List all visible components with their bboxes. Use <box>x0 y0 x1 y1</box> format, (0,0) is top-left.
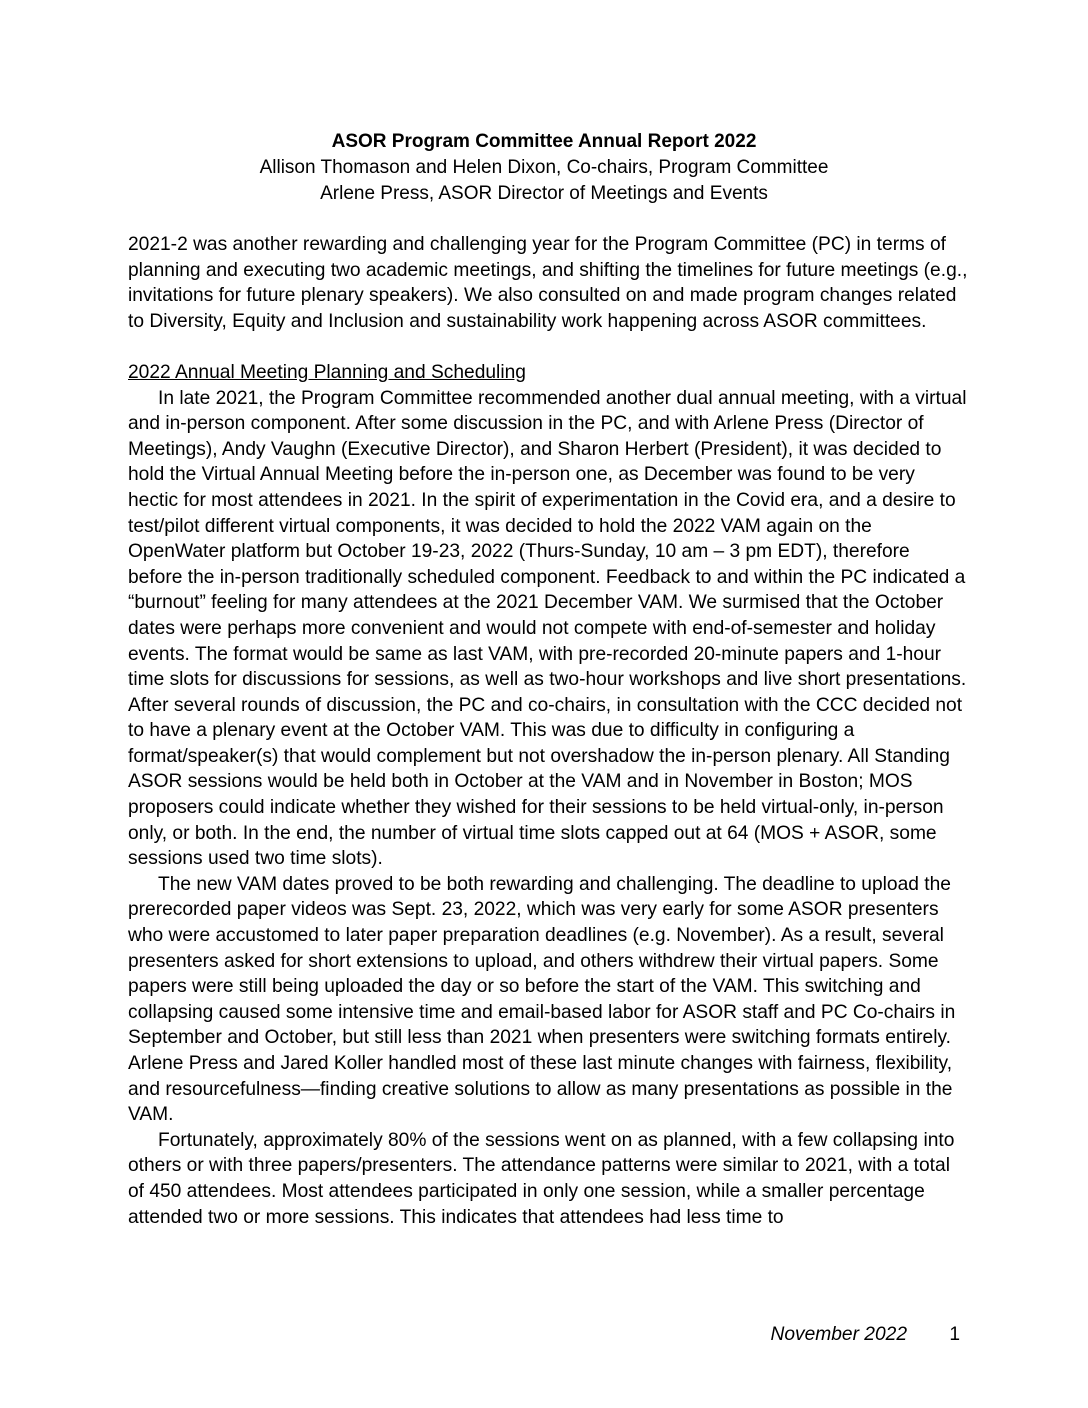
page-footer <box>0 1322 1088 1348</box>
report-header <box>0 129 1088 207</box>
report-authors: Allison Thomason and Helen Dixon, Co-chairs, Program Committee <box>259 157 829 178</box>
report-title: ASOR Program Committee Annual Report 2022 <box>331 131 757 152</box>
page-number: 1 <box>949 1324 960 1345</box>
body-paragraph: In late 2021, the Program Committee recommended another dual annual meeting, with a virtual and in-person component. After some discussion in the PC, and with Arlene Press (Director of Meetings), Andy Vaughn (Executive Director), and Sharon Herbert (President), it was decided to hold the Virtual Annual Meeting before the in-person one, as December was found to be very hectic for most attendees in 2021. In the spirit of experimentation in the Covid era, and a desire to test/pilot different virtual components, it was decided to hold the 2022 VAM again on the OpenWater platform but October 19-23, 2022 (Thurs-Sunday, 10 am – 3 pm EDT), therefore before the in-person traditionally scheduled component. Feedback to and within the PC indicated a “burnout” feeling for many attendees at the 2021 December VAM. We surmised that the October dates were perhaps more convenient and would not compete with end-of-semester and holiday events. The format would be same as last VAM, with pre-recorded 20-minute papers and 1-hour time slots for discussions for sessions, as well as two-hour workshops and live short presentations. After several rounds of discussion, the PC and co-chairs, in consultation with the CCC decided not to have a plenary event at the October VAM. This was due to difficulty in configuring a format/speaker(s) that would complement but not overshadow the in-person plenary. All Standing ASOR sessions would be held both in October at the VAM and in November in Boston; MOS proposers could indicate whether they wished for their sessions to be held virtual-only, in-person only, or both. In the end, the number of virtual time slots capped out at 64 (MOS + ASOR, some sessions used two time slots). <box>128 387 967 870</box>
report-body <box>128 232 968 1230</box>
intro-paragraph: 2021-2 was another rewarding and challenging year for the Program Committee (PC) in terms of planning and executing two academic meetings, and shifting the timelines for future meetings (e.g., invitations for future plenary speakers). We also consulted on and made program changes related to Diversity, Equity and Inclusion and sustainability work happening across ASOR committees. <box>128 234 968 332</box>
body-paragraph: Fortunately, approximately 80% of the sessions went on as planned, with a few collapsing into others or with three papers/presenters. The attendance patterns were similar to 2021, with a total of 450 attendees. Most attendees participated in only one session, while a smaller percentage attended two or more sessions. This indicates that attendees had less time to <box>128 1129 955 1228</box>
body-paragraph: The new VAM dates proved to be both rewarding and challenging. The deadline to upload the prerecorded paper videos was Sept. 23, 2022, which was very early for some ASOR presenters who were accustomed to later paper preparation deadlines (e.g. November). As a result, several presenters asked for short extensions to upload, and others withdrew their virtual papers. Some papers were still being uploaded the day or so before the start of the VAM. This switching and collapsing caused some intensive time and email-based labor for ASOR staff and PC Co-chairs in September and October, but still less than 2021 when presenters were switching formats entirely. Arlene Press and Jared Koller handled most of these last minute changes with fairness, flexibility, and resourcefulness—finding creative solutions to allow as many presentations as possible in the VAM. <box>128 873 956 1126</box>
footer-date: November 2022 <box>770 1324 907 1345</box>
report-director: Arlene Press, ASOR Director of Meetings and Events <box>320 183 768 204</box>
section-heading: 2022 Annual Meeting Planning and Scheduling <box>128 361 526 383</box>
